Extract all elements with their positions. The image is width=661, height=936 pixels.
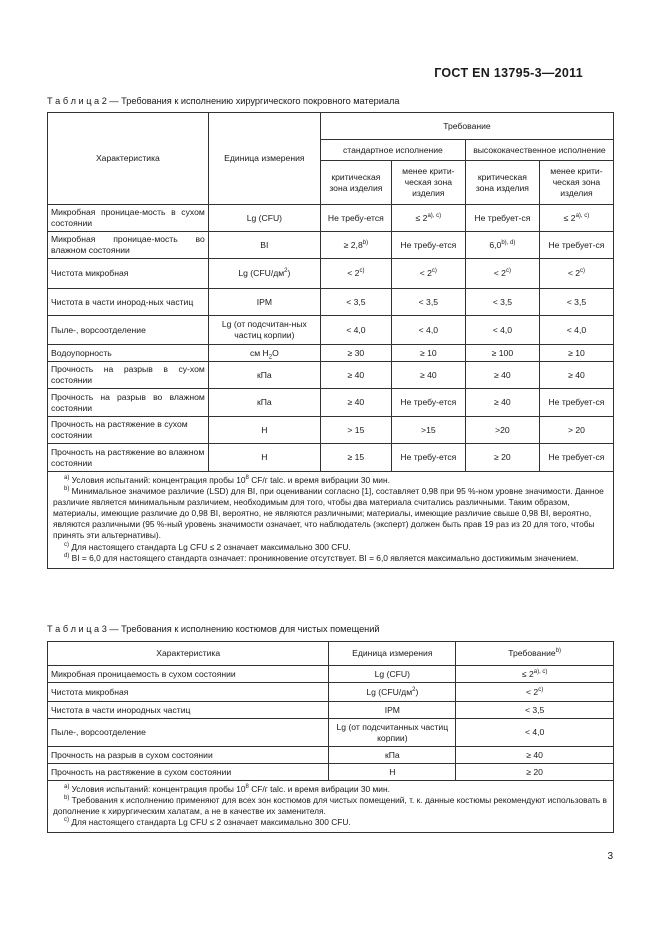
footnote-c: $^{c)}$ Для настоящего стандарта Lg CFU ≤ 2 означает максимально 300 CFU. [64, 817, 351, 828]
row-unit: Lg $(CFU/дм^2)$ [329, 683, 456, 702]
row-unit: Lg (от подсчитанных частиц корпии) [329, 719, 456, 747]
table-row [48, 683, 614, 702]
row-unit: IPM [208, 289, 320, 316]
table-row [48, 289, 614, 316]
table-2 [47, 112, 614, 569]
row-value: ≥ 10 [539, 345, 613, 362]
footnote-d: $^{d)}$ BI = 6,0 для настоящего стандарта означает: проникновение отсутствует. BI = 6,0 является максимально достижимым значением. [64, 552, 579, 563]
row-name: Микробная проницаемость в сухом состоянии [48, 666, 329, 683]
table-row [48, 389, 614, 417]
row-unit: BI [208, 232, 320, 259]
table-3-footnotes [48, 781, 614, 833]
table-row [48, 764, 614, 781]
row-value: Не требует-ся [539, 389, 613, 417]
row-value: Не требу-ется [391, 444, 465, 472]
table-row [48, 702, 614, 719]
table-3 [47, 641, 614, 833]
row-value: ≥ 20 [465, 444, 539, 472]
row-value: ≥ 10 [391, 345, 465, 362]
row-name: Водоупорность [48, 345, 209, 362]
row-value: ≥ 30 [320, 345, 391, 362]
table-row [48, 345, 614, 362]
page-number: 3 [607, 851, 613, 862]
row-name: Чистота в части инород-ных частиц [48, 289, 209, 316]
table-row [48, 747, 614, 764]
row-value: < 4,0 [456, 719, 614, 747]
col-requirement: Требование [320, 113, 613, 140]
row-unit: см $H_2O$ [208, 345, 320, 362]
table-row [48, 316, 614, 345]
row-value: < 4,0 [391, 316, 465, 345]
row-unit: Lg (CFU) [329, 666, 456, 683]
table-row [48, 232, 614, 259]
row-unit: Н [208, 444, 320, 472]
standard-designation: ГОСТ EN 13795-3—2011 [434, 66, 583, 80]
row-value: ≥ 40 [320, 362, 391, 389]
row-unit: кПа [329, 747, 456, 764]
row-value: ≥ 40 [465, 389, 539, 417]
row-value: ≤ $2^{a), c)}$ [391, 205, 465, 232]
table-row [48, 417, 614, 444]
row-value: < 3,5 [456, 702, 614, 719]
row-value: ≥ 40 [539, 362, 613, 389]
row-name: Прочность на разрыв в сухом состоянии [48, 747, 329, 764]
table-row [48, 205, 614, 232]
row-value: Не требует-ся [539, 232, 613, 259]
row-unit: Lg (от подсчитан-ных частиц корпии) [208, 316, 320, 345]
row-value: ≥ 15 [320, 444, 391, 472]
table-row [48, 666, 614, 683]
footnote-c: $^{c)}$ Для настоящего стандарта Lg CFU ≤ 2 означает максимально 300 CFU. [64, 541, 351, 552]
footnote-b: $^{b)}$ Требования к исполнению применяют для всех зон костюмов для чистых помещений, т. к. данные костюмы рекомендуют использовать в дополнение к хирургическим халатам, а не в качестве их заменителя. [53, 795, 607, 817]
row-value: < 4,0 [539, 316, 613, 345]
row-value: Не требу-ется [320, 205, 391, 232]
table-row [48, 259, 614, 289]
row-value: < 3,5 [320, 289, 391, 316]
row-unit: Lg $(CFU/дм^2)$ [208, 259, 320, 289]
row-unit: кПа [208, 389, 320, 417]
footnote-a: $^{a)}$ Условия испытаний: концентрация пробы $10^8$ CF/г talc. и время вибрации 30 мин. [64, 475, 390, 485]
row-value: > 20 [539, 417, 613, 444]
row-name: Микробная проницае-мость во влажном состоянии [48, 232, 209, 259]
row-value: ≥ 20 [456, 764, 614, 781]
row-value: < $2^{c)}$ [456, 683, 614, 702]
table-2-caption: Т а б л и ц а 2 — Требования к исполнению хирургического покровного материала [47, 96, 400, 106]
col-standard: стандартное исполнение [320, 140, 465, 161]
footnote-a: $^{a)}$ Условия испытаний: концентрация пробы $10^8$ CF/г talc. и время вибрации 30 мин. [64, 784, 390, 794]
table-row [48, 719, 614, 747]
row-unit: Lg (CFU) [208, 205, 320, 232]
row-value: < 3,5 [539, 289, 613, 316]
col-std-critical: критическая зона изделия [320, 161, 391, 205]
row-name: Чистота микробная [48, 683, 329, 702]
row-name: Прочность на разрыв в су-хом состоянии [48, 362, 209, 389]
row-value: > 15 [320, 417, 391, 444]
row-name: Чистота в части инородных частиц [48, 702, 329, 719]
col-high: высококачественное исполнение [465, 140, 613, 161]
row-name: Микробная проницае-мость в сухом состоянии [48, 205, 209, 232]
row-value: ≥ 40 [465, 362, 539, 389]
row-value: < $2^{c)}$ [539, 259, 613, 289]
table-row [48, 444, 614, 472]
row-value: < 3,5 [465, 289, 539, 316]
row-value: $6,0^{b), d)}$ [465, 232, 539, 259]
row-value: Не требу-ется [391, 232, 465, 259]
footnote-b: $^{b)}$ Минимальное значимое различие (LSD) для BI, при оценивании согласно [1], составляет 0,98 при 95 %-ном уровне значимости. Данное различие является минимальным различием, необходимым для того, чтобы два материала считались различными. Таким образом, материалы, имеющие различие до 0,98 BI, вероятно, не являются различными; материалы, имеющие различие свыше 0,98 BI, вероятно, являются различными (95 %-ный уровень значимости означает, что наблюдатель (эксперт) должен быть прав 19 раз из 20 для того, чтобы принять эти альтернативы). [53, 486, 604, 541]
row-value: ≥ 40 [391, 362, 465, 389]
row-name: Прочность на растяжение в сухом состоянии [48, 764, 329, 781]
row-name: Прочность на разрыв во влажном состоянии [48, 389, 209, 417]
row-unit: Н [208, 417, 320, 444]
row-value: < $2^{c)}$ [465, 259, 539, 289]
row-value: Не требует-ся [465, 205, 539, 232]
table-row [48, 362, 614, 389]
col-high-critical: критическая зона изделия [465, 161, 539, 205]
row-value: ≤ $2^{a), c)}$ [456, 666, 614, 683]
table-3-caption: Т а б л и ц а 3 — Требования к исполнению костюмов для чистых помещений [47, 624, 380, 634]
row-name: Пыле-, ворсоотделение [48, 316, 209, 345]
row-unit: Н [329, 764, 456, 781]
row-value: ≥ 40 [456, 747, 614, 764]
row-value: < 4,0 [465, 316, 539, 345]
row-name: Прочность на растяжение во влажном состоянии [48, 444, 209, 472]
row-value: < $2^{c)}$ [391, 259, 465, 289]
col-characteristic: Характеристика [48, 113, 209, 205]
row-unit: кПа [208, 362, 320, 389]
table-2-footnotes [48, 472, 614, 569]
row-value: Не требует-ся [539, 444, 613, 472]
row-value: ≥ $2,8^{b)}$ [320, 232, 391, 259]
col-characteristic: Характеристика [48, 642, 329, 666]
row-value: Не требу-ется [391, 389, 465, 417]
row-value: ≤ $2^{a), c)}$ [539, 205, 613, 232]
row-unit: IPM [329, 702, 456, 719]
row-name: Чистота микробная [48, 259, 209, 289]
row-name: Прочность на растяжение в сухом состоянии [48, 417, 209, 444]
row-value: < 3,5 [391, 289, 465, 316]
col-requirement: Требование$^{b)}$ [456, 642, 614, 666]
row-value: ≥ 100 [465, 345, 539, 362]
row-value: < $2^{c)}$ [320, 259, 391, 289]
row-value: < 4,0 [320, 316, 391, 345]
row-value: >15 [391, 417, 465, 444]
row-value: >20 [465, 417, 539, 444]
row-name: Пыле-, ворсоотделение [48, 719, 329, 747]
col-std-less-critical: менее крити-ческая зона изделия [391, 161, 465, 205]
row-value: ≥ 40 [320, 389, 391, 417]
col-unit: Единица измерения [329, 642, 456, 666]
col-high-less-critical: менее крити-ческая зона изделия [539, 161, 613, 205]
col-unit: Единица измерения [208, 113, 320, 205]
